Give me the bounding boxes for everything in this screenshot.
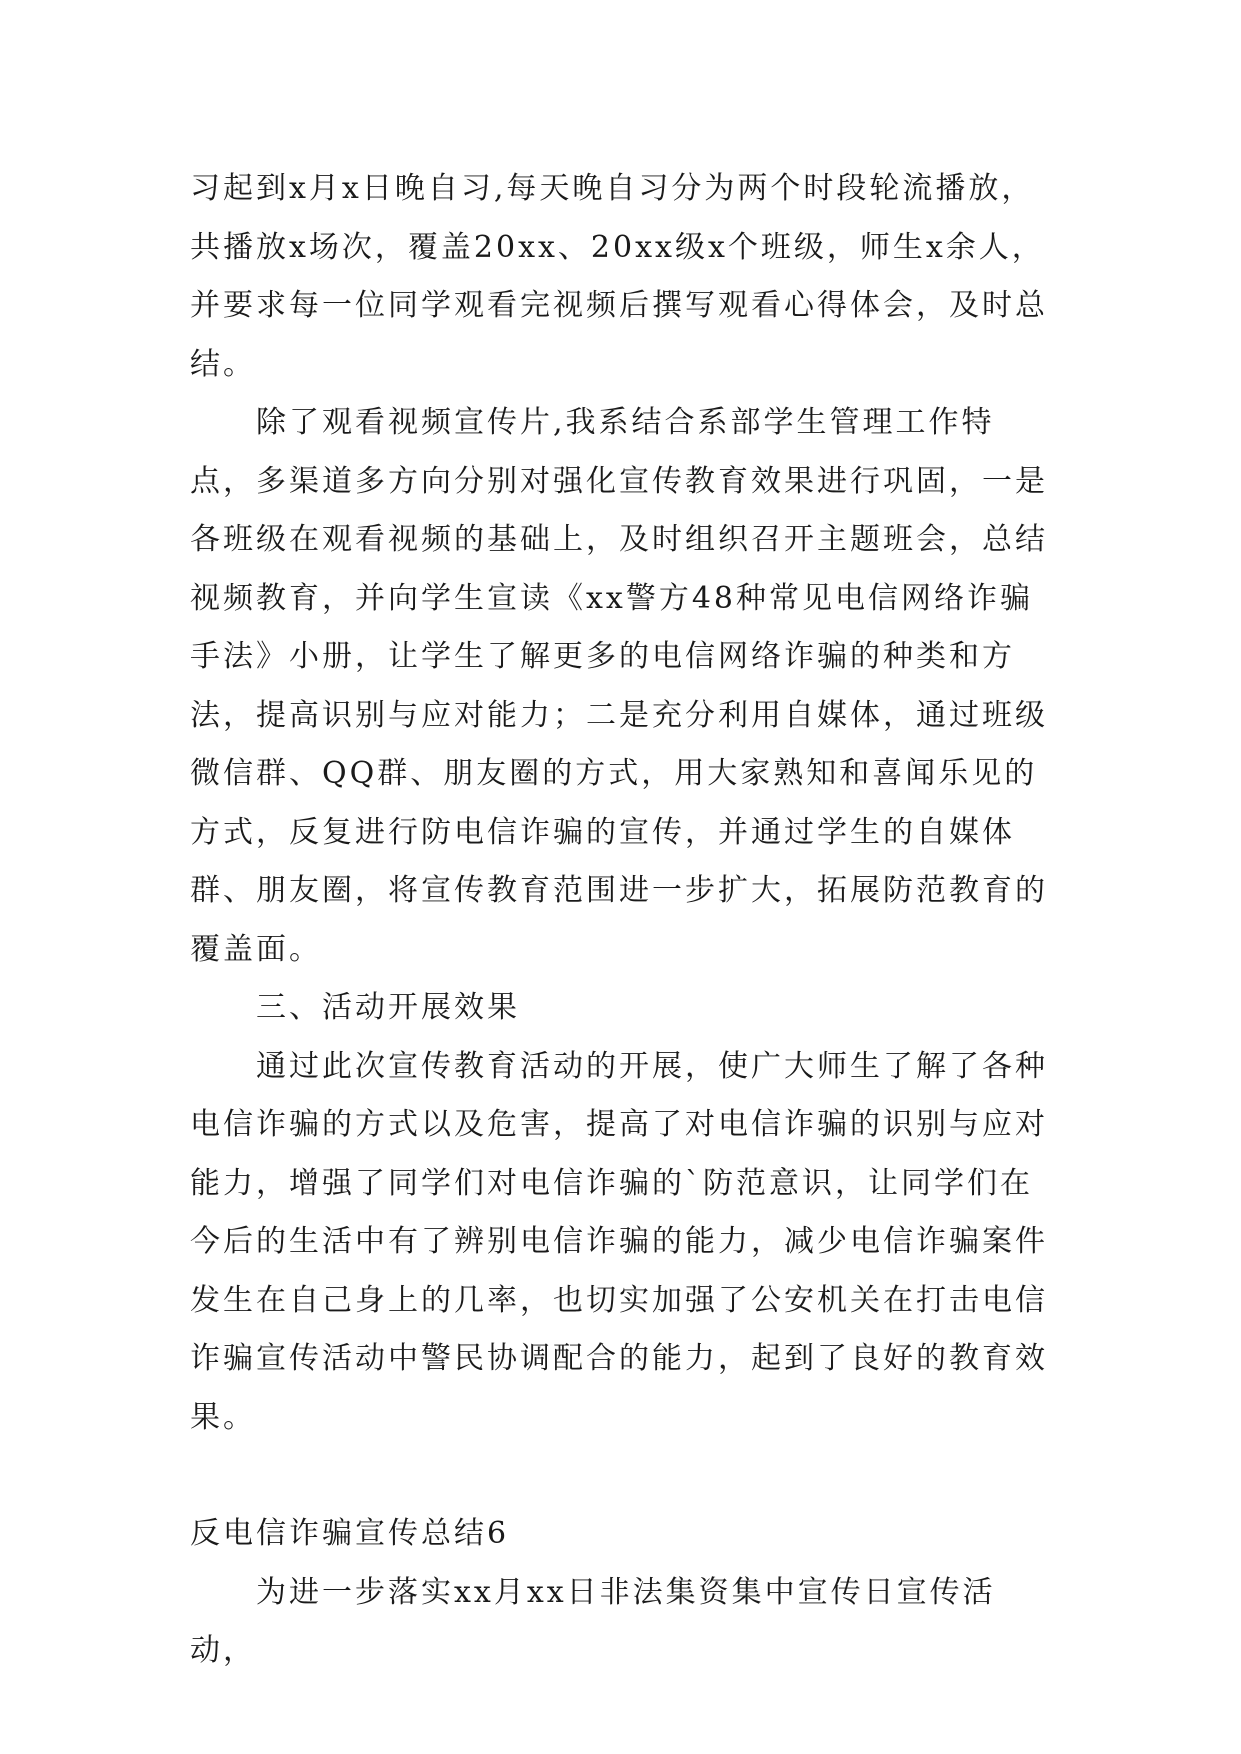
document-title: 反电信诈骗宣传总结6 — [190, 1516, 510, 1551]
document-body — [190, 160, 1060, 1681]
paragraph-intro: 为进一步落实xx月xx日非法集资集中宣传日宣传活动， — [190, 1574, 996, 1668]
paragraph-publicity-methods: 除了观看视频宣传片,我系结合系部学生管理工作特点，多渠道多方向分别对强化宣传教育效果进行巩固，一是各班级在观看视频的基础上，及时组织召开主题班会，总结视频教育，并向学生宣读《xx警方48种常见电信网络诈骗手法》小册，让学生了解更多的电信网络诈骗的种类和方法，提高识别与应对能力；二是充分利用自媒体，通过班级微信群、QQ群、朋友圈的方式，用大家熟知和喜闻乐见的方式，反复进行防电信诈骗的宣传，并通过学生的自媒体群、朋友圈，将宣传教育范围进一步扩大，拓展防范教育的覆盖面。 — [190, 405, 1048, 967]
section-heading: 三、活动开展效果 — [256, 990, 520, 1025]
paragraph-effects: 通过此次宣传教育活动的开展，使广大师生了解了各种电信诈骗的方式以及危害，提高了对电信诈骗的识别与应对能力，增强了同学们对电信诈骗的`防范意识，让同学们在今后的生活中有了辨别电信诈骗的能力，减少电信诈骗案件发生在自己身上的几率，也切实加强了公安机关在打击电信诈骗宣传活动中警民协调配合的能力，起到了良好的教育效果。 — [190, 1048, 1048, 1435]
paragraph-continued: 习起到x月x日晚自习,每天晚自习分为两个时段轮流播放，共播放x场次，覆盖20xx、20xx级x个班级，师生x余人，并要求每一位同学观看完视频后撰写观看心得体会，及时总结。 — [190, 171, 1048, 382]
